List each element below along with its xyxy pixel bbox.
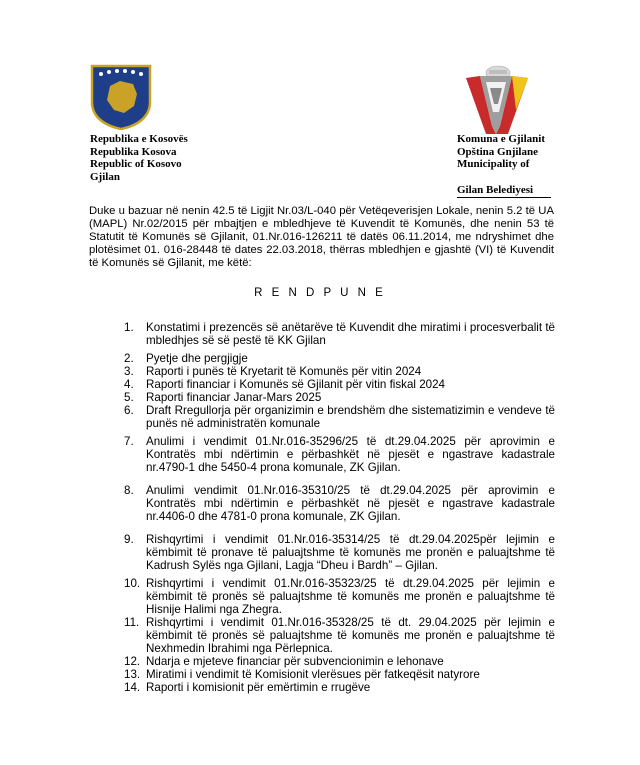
agenda-item: 1. Konstatimi i prezencës së anëtarëve të Kuvendit dhe miratimi i procesverbalit të mbledhjes së së pestë të KK Gjilan: [124, 321, 555, 347]
header-left-line: Republic of Kosovo: [90, 158, 182, 170]
intro-paragraph: Duke u bazuar në nenin 42.5 të Ligjit Nr.03/L-040 për Vetëqeverisjen Lokale, nenin 5.2 të UA (MAPL) Nr.02/2015 për mbajtjen e mbledhjeve të Kuvendit të Komunës, dhe nenin 53 të Statutit të Komunës së Gjilanit, 01.Nr.016-126211 të datës 06.11.2014, me ndryshimet dhe plotësimet 01. 016-28448 të dates 22.03.2018, thërras mbledhjen e gjashtë (VI) të Kuvendit të Komunës së Gjilanit, me këtë:: [89, 205, 554, 269]
header-right-block: [457, 133, 551, 198]
header-left-line: Gjilan: [90, 170, 120, 183]
header-right-line: Municipality of: [457, 158, 530, 170]
agenda-title: R E N D P U N E: [254, 287, 386, 299]
header-right-line: Komuna e Gjilanit: [457, 133, 546, 145]
agenda-item: 4. Raporti financiar i Komunës së Gjilanit për vitin fiskal 2024: [124, 378, 446, 391]
agenda-item: 7. Anulimi i vendimit 01.Nr.016-35296/25 të dt.29.04.2025 për aprovimin e Kontratës mbi ndërtimin e përbashkët në pjesët e ngastrave kadastrale nr.4790-1 dhe 5450-4 prona komunale, ZK Gjilan.: [124, 435, 555, 474]
agenda-list: [124, 321, 555, 694]
agenda-item: 10. Rishqyrtimi i vendimit 01.Nr.016-35323/25 të dt.29.04.2025 për lejimin e këmbimit të pronës së paluajtshme të komunës me pronën e paluajtshme të Hisnije Halimi nga Zhegra.: [124, 577, 555, 616]
header-left-line: Republika Kosova: [90, 145, 177, 158]
agenda-item: 11. Rishqyrtimi i vendimit 01.Nr.016-35328/25 të dt. 29.04.2025 për lejimin e këmbimit të pronës së paluajtshme të komunës me pronën e paluajtshme të Nexhmedin Ibrahimi nga Përlepnica.: [124, 616, 555, 655]
agenda-item: 12. Ndarja e mjeteve financiar për subvencionimin e lehonave: [124, 655, 444, 668]
agenda-item: 14. Raporti i komisionit për emërtimin e rrugëve: [124, 681, 371, 694]
header-left-block: [90, 133, 188, 183]
gjilan-municipality-emblem-icon: [462, 64, 532, 136]
header-right-line: Opština Gnjilane: [457, 145, 538, 158]
agenda-item: 6. Draft Rregullorja për organizimin e brendshëm dhe sistematizimin e vendeve të punës në administratën komunale: [124, 404, 555, 430]
header-right-turkish-name: Gilan Belediyesi: [457, 184, 551, 199]
agenda-item: 3. Raporti i punës të Kryetarit të Komunës për vitin 2024: [124, 365, 422, 378]
agenda-item: 2. Pyetje dhe pergjigje: [124, 352, 248, 365]
agenda-item: 8. Anulimi vendimit 01.Nr.016-35310/25 të dt.29.04.2025 për aprovimin e Kontratës mbi ndërtimin e përbashkët në pjesët e ngastrave kadastrale nr.4406-0 dhe 4781-0 prona komunale, ZK Gjilan.: [124, 484, 555, 523]
agenda-item: 13. Miratimi i vendimit të Komisionit vlerësues për fatkeqësit natyrore: [124, 668, 480, 681]
header-left-line: Republika e Kosovës: [90, 133, 188, 145]
kosovo-coat-of-arms-icon: [90, 64, 152, 130]
agenda-item: 5. Raporti financiar Janar-Mars 2025: [124, 391, 322, 404]
agenda-item: 9. Rishqyrtimi i vendimit 01.Nr.016-35314/25 të dt.29.04.2025për lejimin e këmbimit të pronave të paluajtshme të komunës me pronën e paluajtshme të Kadrush Sylës nga Gjilani, Lagja “Dheu i Bardh” – Gjilan.: [124, 533, 555, 572]
